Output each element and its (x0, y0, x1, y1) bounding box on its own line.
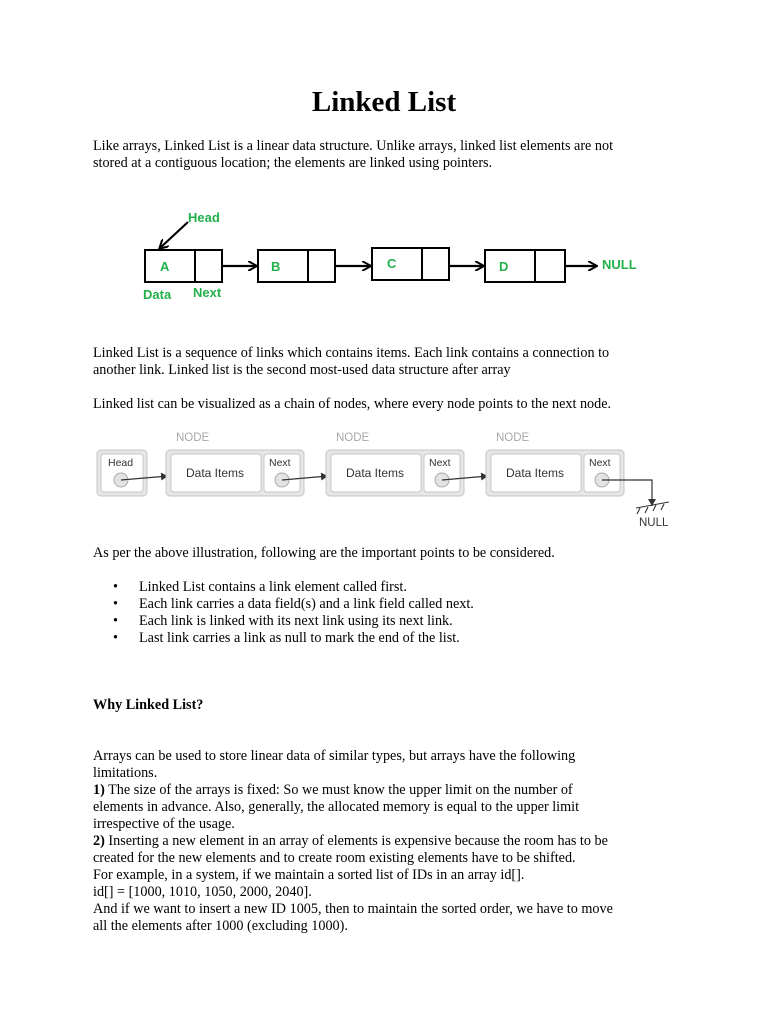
body-line: For example, in a system, if we maintain a sorted list of IDs in an array id[]. (93, 867, 525, 883)
list-item (93, 596, 474, 613)
data-items-label: Data Items (506, 466, 565, 480)
body-line: all the elements after 1000 (excluding 1000). (93, 918, 348, 934)
bullet-icon: • (113, 630, 118, 646)
node-c (372, 248, 449, 280)
body-line: created for the new elements and to create room existing elements have to be shifted. (93, 850, 576, 866)
intro-line: stored at a contiguous location; the elements are linked using pointers. (93, 155, 493, 171)
next-box-label: Next (429, 457, 451, 469)
node-b (258, 250, 335, 282)
node-a (145, 250, 222, 282)
list-item-text: Each link is linked with its next link using its next link. (139, 613, 453, 629)
visualization-paragraph (93, 396, 673, 413)
data-label: Data (143, 287, 172, 302)
body-line: irrespective of the usage. (93, 816, 235, 832)
point-text: The size of the arrays is fixed: So we must know the upper limit on the number of (104, 782, 573, 798)
intro-line: Like arrays, Linked List is a linear data structure. Unlike arrays, linked list elements are not (93, 138, 614, 154)
node-d (485, 250, 565, 282)
head-label: Head (188, 210, 220, 225)
list-item (93, 613, 474, 630)
node-chain-diagram (0, 424, 768, 534)
considerations-line: As per the above illustration, following are the important points to be considered. (93, 545, 555, 561)
bullet-icon: • (113, 613, 118, 629)
body-line: elements in advance. Also, generally, the allocated memory is equal to the upper limit (93, 799, 580, 815)
head-box-label: Head (108, 457, 134, 469)
head-node (97, 450, 147, 496)
next-label: Next (193, 285, 222, 300)
body-paragraph (93, 748, 673, 935)
next-box-label: Next (589, 457, 611, 469)
point-number: 2) (93, 833, 105, 849)
body-line (93, 833, 673, 850)
next-box-label: Next (269, 457, 291, 469)
list-item-text: Linked List contains a link element called first. (139, 579, 407, 595)
node-b-label: B (271, 259, 281, 274)
data-items-label: Data Items (346, 466, 405, 480)
head-arrow (160, 222, 188, 248)
point-number: 1) (93, 782, 105, 798)
node-d-label: D (499, 259, 509, 274)
null-label: NULL (602, 257, 637, 272)
node-2 (326, 432, 464, 496)
node-c-label: C (387, 256, 397, 271)
page-title: Linked List (311, 86, 457, 118)
list-item-text: Last link carries a link as null to mark the end of the list. (139, 630, 460, 646)
node-3 (486, 432, 624, 496)
bullet-icon: • (113, 596, 118, 612)
body-line: id[] = [1000, 1010, 1050, 2000, 2040]. (93, 884, 312, 900)
list-item-text: Each link carries a data field(s) and a link field called next. (139, 596, 474, 612)
node-caption: NODE (176, 432, 210, 444)
list-item (93, 630, 474, 647)
node-caption: NODE (336, 432, 370, 444)
node-caption: NODE (496, 432, 530, 444)
intro-paragraph (93, 138, 673, 172)
null-text: NULL (639, 517, 669, 529)
description-line: another link. Linked list is the second most-used data structure after array (93, 362, 511, 378)
considerations-paragraph (93, 545, 673, 562)
section-heading: Why Linked List? (93, 697, 204, 713)
body-line: Arrays can be used to store linear data of similar types, but arrays have the following (93, 748, 576, 764)
point-text: Inserting a new element in an array of elements is expensive because the room has to be (104, 833, 608, 849)
body-line: limitations. (93, 765, 158, 781)
linked-list-diagram (0, 200, 768, 310)
body-line: And if we want to insert a new ID 1005, then to maintain the sorted order, we have to move (93, 901, 613, 917)
description-line: Linked List is a sequence of links which contains items. Each link contains a connection to (93, 345, 610, 361)
list-item (93, 579, 474, 596)
node-a-label: A (160, 259, 170, 274)
body-line (93, 782, 673, 799)
node-1 (166, 432, 304, 496)
points-list (93, 579, 474, 647)
data-items-label: Data Items (186, 466, 245, 480)
visualization-line: Linked list can be visualized as a chain of nodes, where every node points to the next node. (93, 396, 612, 412)
description-paragraph (93, 345, 673, 379)
bullet-icon: • (113, 579, 118, 595)
